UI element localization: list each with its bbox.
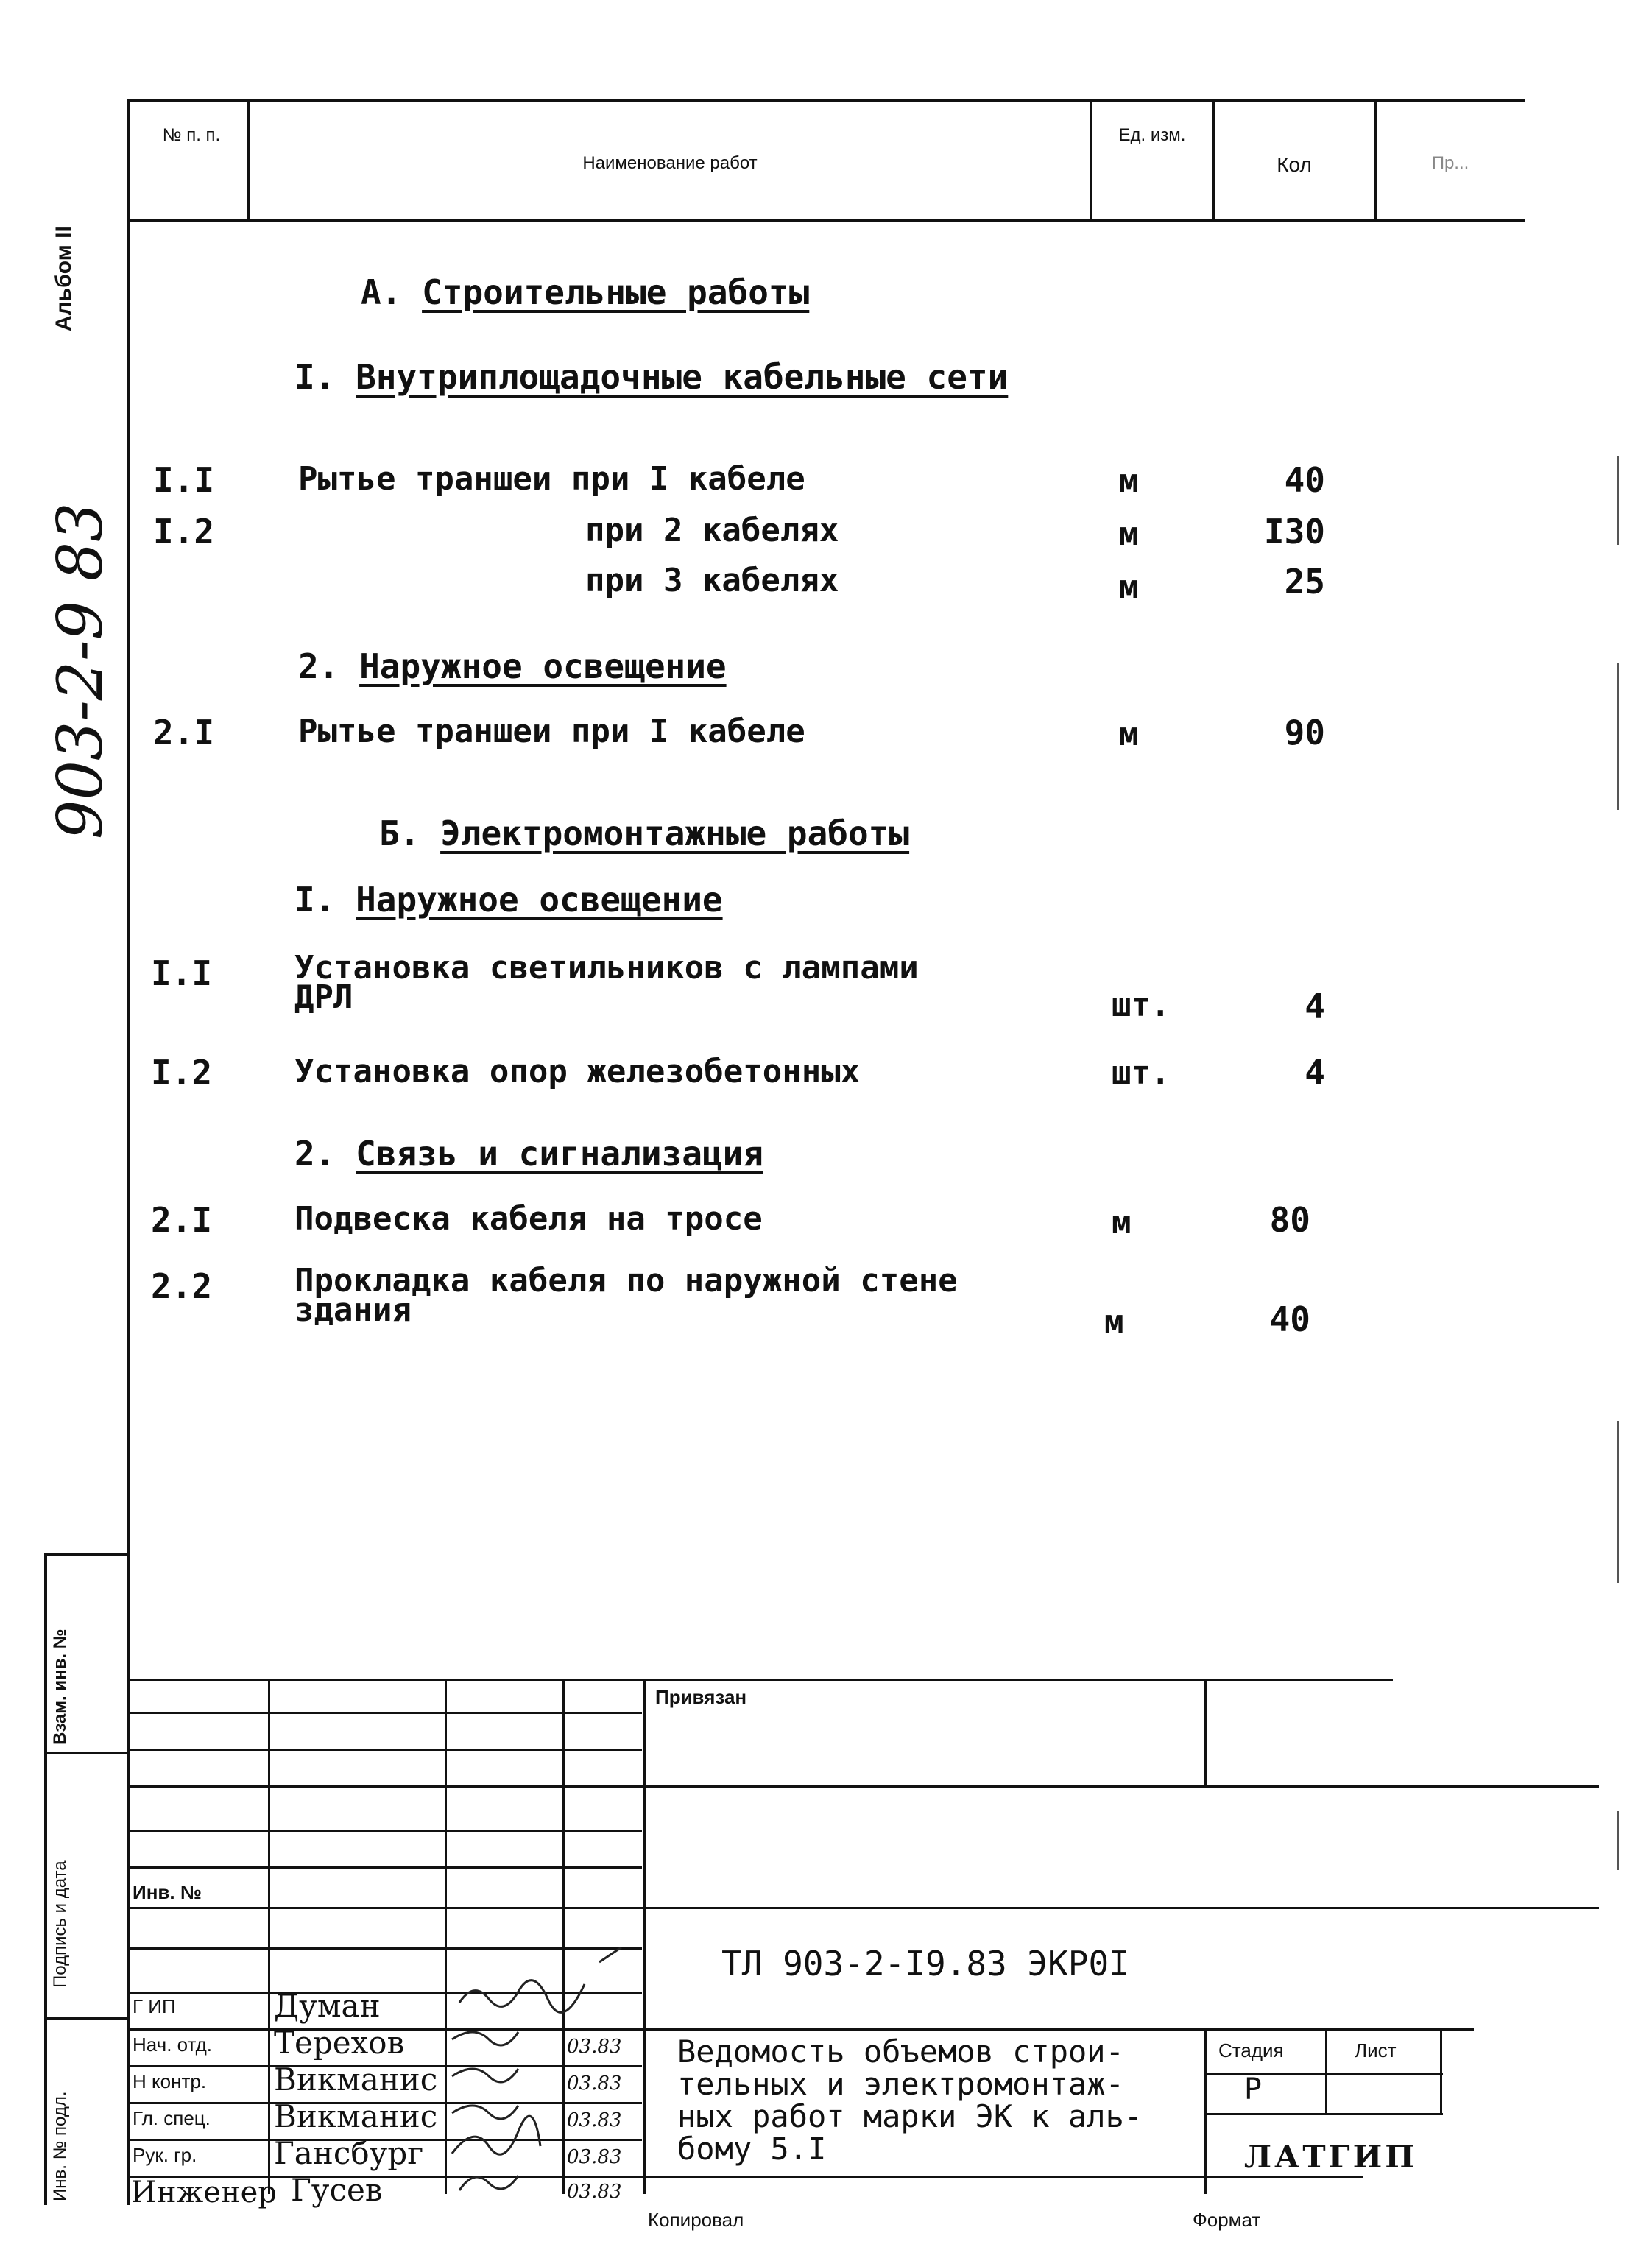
document-description: Ведомость объемов строи- тельных и электромонтаж- ных работ марки ЭК к аль- бому 5.I <box>677 2034 1143 2167</box>
stadiya-value: Р <box>1244 2073 1263 2106</box>
stamp-line <box>127 1866 642 1869</box>
row-qty: I30 <box>1263 512 1325 551</box>
stamp-line <box>127 1749 642 1751</box>
list-label: Лист <box>1355 2039 1397 2061</box>
scan-mark <box>1617 1811 1619 1870</box>
role-label: Г ИП <box>133 1995 176 2017</box>
stamp-line <box>127 1712 642 1714</box>
row-qty: 4 <box>1305 1053 1325 1093</box>
row-text: при 2 кабелях <box>585 512 839 549</box>
person-name: Гансбург <box>274 2135 424 2171</box>
person-name: Викманис <box>274 2061 438 2098</box>
format-label: Формат <box>1193 2209 1261 2231</box>
sign-date: 03.83 <box>567 2073 622 2095</box>
sign-date: 03.83 <box>567 2109 622 2131</box>
header-extra: Пр... <box>1431 153 1469 173</box>
person-name: Думан <box>274 1988 381 2024</box>
role-label: Инженер <box>131 2176 277 2209</box>
inv-no-label: Инв. № <box>133 1881 202 1903</box>
section-a-title: А. Строительные работы <box>361 272 810 312</box>
row-unit: м <box>1104 1303 1124 1341</box>
section-a2-title: 2. Наружное освещение <box>298 646 727 686</box>
person-name: Терехов <box>274 2025 405 2061</box>
header-top-line <box>127 99 1525 102</box>
left-border <box>127 99 130 2205</box>
stamp-vline <box>1204 2028 1207 2194</box>
person-name: Викманис <box>274 2098 438 2134</box>
section-b1-title: I. Наружное освещение <box>294 880 723 920</box>
stamp-line <box>127 1679 1393 1681</box>
stamp-vline <box>643 1679 646 2194</box>
row-unit: м <box>1119 568 1139 606</box>
section-b-title: Б. Электромонтажные работы <box>379 814 910 853</box>
section-a1-title: I. Внутриплощадочные кабельные сети <box>294 357 1009 397</box>
row-num: I.2 <box>151 1053 213 1093</box>
header-qty: Кол <box>1277 153 1312 176</box>
row-num: I.2 <box>153 512 215 551</box>
podpis-data-label: Подпись и дата <box>50 1860 70 1988</box>
row-unit: шт. <box>1112 1054 1171 1092</box>
row-num: I.I <box>151 953 213 993</box>
scan-mark <box>1617 456 1619 545</box>
row-qty: 90 <box>1284 713 1325 752</box>
row-qty: 80 <box>1269 1200 1310 1240</box>
header-divider <box>1374 99 1377 221</box>
inv-podl-label: Инв. № подл. <box>50 2091 70 2201</box>
role-label: Нач. отд. <box>133 2034 212 2056</box>
row-unit: м <box>1119 716 1139 753</box>
row-qty: 25 <box>1284 562 1325 602</box>
row-text: Прокладка кабеля по наружной стене здания <box>294 1262 958 1329</box>
role-label: Н контр. <box>133 2070 207 2092</box>
sign-date: 03.83 <box>567 2146 622 2168</box>
stamp-line <box>127 1830 642 1832</box>
vzam-inv-label: Взам. инв. № <box>50 1629 70 1745</box>
stamp-vline <box>268 1679 270 2194</box>
row-num: I.I <box>153 460 215 500</box>
stamp-line <box>127 1907 1599 1909</box>
margin-line <box>44 1752 128 1754</box>
row-text: при 3 кабелях <box>585 562 839 599</box>
header-bottom-line <box>127 219 1525 222</box>
row-text: Установка светильников с лампами ДРЛ <box>294 949 919 1016</box>
row-text: Рытье траншеи при I кабеле <box>298 713 805 750</box>
header-unit: Ед. изм. <box>1118 125 1186 145</box>
margin-inner-border <box>44 1553 47 2205</box>
header-divider <box>1090 99 1092 221</box>
row-num: 2.I <box>151 1200 213 1240</box>
scan-mark <box>1617 1421 1619 1583</box>
stamp-line <box>1207 2113 1443 2115</box>
privyazan-label: Привязан <box>655 1686 747 1708</box>
doc-code: ТЛ 903-2-I9.83 ЭКР0I <box>721 1944 1129 1983</box>
row-unit: шт. <box>1112 987 1171 1024</box>
stamp-line <box>127 1785 1599 1788</box>
row-qty: 40 <box>1284 460 1325 500</box>
scan-mark <box>1617 663 1619 810</box>
row-text: Подвеска кабеля на тросе <box>294 1200 763 1238</box>
organization: ЛАТГИП <box>1244 2139 1417 2175</box>
handwritten-code: 903-2-9 83 <box>44 502 116 839</box>
role-label: Гл. спец. <box>133 2107 211 2129</box>
stadiya-label: Стадия <box>1218 2039 1284 2061</box>
margin-line <box>44 1553 128 1556</box>
stamp-vline <box>1204 1679 1207 1785</box>
row-unit: м <box>1119 462 1139 500</box>
header-num: № п. п. <box>162 125 221 145</box>
row-text: Установка опор железобетонных <box>294 1053 861 1090</box>
kopiroval-label: Копировал <box>648 2209 744 2231</box>
album-label: Альбом II <box>52 226 76 331</box>
row-num: 2.2 <box>151 1266 213 1306</box>
row-num: 2.I <box>153 713 215 752</box>
stamp-vline <box>1325 2028 1327 2113</box>
row-unit: м <box>1119 515 1139 553</box>
person-name: Гусев <box>291 2172 383 2208</box>
sign-date: 03.83 <box>567 2036 622 2058</box>
row-text: Рытье траншеи при I кабеле <box>298 460 805 498</box>
row-qty: 40 <box>1269 1299 1310 1339</box>
sign-date: 03.83 <box>567 2181 622 2203</box>
margin-line <box>44 2017 128 2020</box>
section-b2-title: 2. Связь и сигнализация <box>294 1134 763 1174</box>
row-unit: м <box>1112 1204 1132 1241</box>
header-name: Наименование работ <box>582 153 758 173</box>
row-qty: 4 <box>1305 987 1325 1026</box>
role-label: Рук. гр. <box>133 2144 197 2166</box>
stamp-vline <box>1440 2028 1442 2113</box>
